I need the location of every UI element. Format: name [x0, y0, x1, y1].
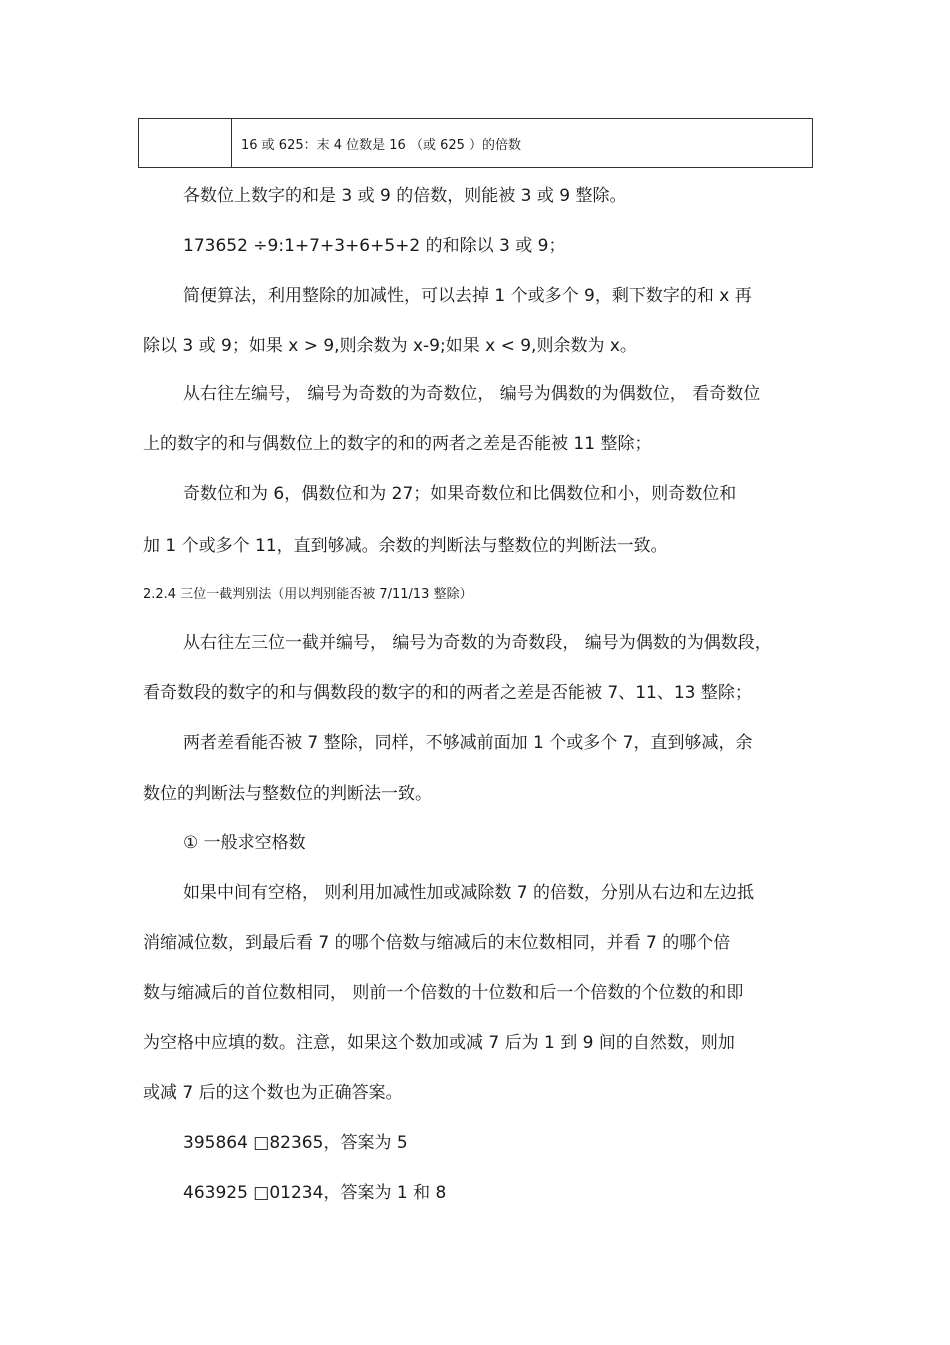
example-line: 395864 □82365，答案为 5 [183, 1133, 408, 1153]
subheading: ① 一般求空格数 [183, 833, 306, 853]
text-line: 从右往左编号， 编号为奇数的为奇数位， 编号为偶数的为偶数位， 看奇数位 [183, 384, 761, 404]
text-line: 数位的判断法与整数位的判断法一致。 [143, 784, 432, 804]
text-line: 除以 3 或 9；如果 x > 9,则余数为 x-9;如果 x < 9,则余数为 x。 [143, 336, 637, 356]
text-line: 数与缩减后的首位数相同， 则前一个倍数的十位数和后一个倍数的个位数的和即 [143, 983, 744, 1003]
text-line: 或减 7 后的这个数也为正确答案。 [143, 1083, 403, 1103]
text-line: 173652 ÷9:1+7+3+6+5+2 的和除以 3 或 9； [183, 236, 566, 256]
example-line: 463925 □01234，答案为 1 和 8 [183, 1183, 447, 1203]
text-line: 消缩减位数，到最后看 7 的哪个倍数与缩减后的末位数相同，并看 7 的哪个倍 [143, 933, 731, 953]
table-fragment [138, 118, 813, 168]
text-line: 加 1 个或多个 11，直到够减。余数的判断法与整数位的判断法一致。 [143, 536, 668, 556]
text-line: 如果中间有空格， 则利用加减性加或减除数 7 的倍数，分别从右边和左边抵 [183, 883, 755, 903]
text-line: 从右往左三位一截并编号， 编号为奇数的为奇数段， 编号为偶数的为偶数段， [183, 633, 772, 653]
text-line: 上的数字的和与偶数位上的数字的和的两者之差是否能被 11 整除； [143, 434, 652, 454]
table-cell-text: 16 或 625：末 4 位数是 16 （或 625 ）的倍数 [241, 137, 522, 153]
text-line: 奇数位和为 6，偶数位和为 27；如果奇数位和比偶数位和小，则奇数位和 [183, 484, 737, 504]
text-line: 两者差看能否被 7 整除，同样，不够减前面加 1 个或多个 7，直到够减，余 [183, 733, 753, 753]
section-heading: 2.2.4 三位一截判别法（用以判别能否被 7/11/13 整除） [143, 587, 473, 602]
text-line: 看奇数段的数字的和与偶数段的数字的和的两者之差是否能被 7、11、13 整除； [143, 683, 752, 703]
text-line: 简便算法，利用整除的加减性，可以去掉 1 个或多个 9，剩下数字的和 x 再 [183, 286, 752, 306]
text-line: 各数位上数字的和是 3 或 9 的倍数，则能被 3 或 9 整除。 [183, 186, 627, 206]
table-cell-empty [139, 119, 232, 167]
text-line: 为空格中应填的数。注意，如果这个数加或减 7 后为 1 到 9 间的自然数，则加 [143, 1033, 735, 1053]
